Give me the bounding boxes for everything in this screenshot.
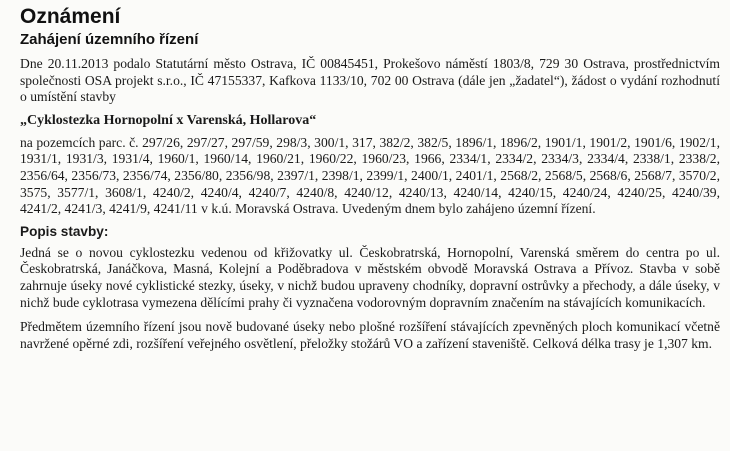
project-name: „Cyklostezka Hornopolní x Varenská, Hollarova“	[20, 112, 317, 128]
description-paragraph-2: Předmětem územního řízení jsou nově budované úseky nebo plošné rozšíření stávajících zpevněných ploch komunikací včetně navržené opěrné zdi, rozšíření veřejného osvětlení, přeložky stožárů VO a zařízení staveniště. Celková délka trasy je 1,307 km.	[20, 319, 720, 351]
intro-paragraph: Dne 20.11.2013 podalo Statutární město Ostrava, IČ 00845451, Prokešovo náměstí 1803/8, 729 30 Ostrava, prostřednictvím společnosti OSA projekt s.r.o., IČ 47155337, Kafkova 1133/10, 702 00 Ostrava (dále jen „žadatel“), žádost o vydání rozhodnutí o umístění stavby	[20, 56, 720, 105]
parcels-paragraph: na pozemcích parc. č. 297/26, 297/27, 297/59, 298/3, 300/1, 317, 382/2, 382/5, 1896/1, 1896/2, 1901/1, 1901/2, 1901/6, 1902/1, 1931/1, 1931/3, 1931/4, 1960/1, 1960/14, 1960/21, 1960/22, 1960/23, 1966, 2334/1, 2334/2, 2334/3, 2334/4, 2338/1, 2338/2, 2356/64, 2356/73, 2356/74, 2356/80, 2356/98, 2397/1, 2398/1, 2399/1, 2400/1, 2401/1, 2568/2, 2568/5, 2568/6, 2568/7, 3570/2, 3575, 3577/1, 3608/1, 4240/2, 4240/4, 4240/7, 4240/8, 4240/12, 4240/13, 4240/14, 4240/15, 4240/24, 4240/25, 4240/39, 4241/2, 4241/3, 4241/9, 4241/11 v k.ú. Moravská Ostrava. Uvedeným dnem bylo zahájeno územní řízení.	[20, 134, 720, 217]
notice-subtitle: Zahájení územního řízení	[20, 31, 199, 48]
notice-title: Oznámení	[20, 5, 121, 28]
notice-document	[20, 4, 720, 352]
paragraph-gap	[20, 311, 720, 319]
section-heading: Popis stavby:	[20, 223, 109, 239]
description-paragraph-1: Jedná se o novou cyklostezku vedenou od křižovatky ul. Českobratrská, Hornopolní, Varenská směrem do centra po ul. Českobratrská, Janáčkova, Masná, Kolejní a Poděbradova v městském obvodě Moravská Ostrava a Přívoz. Stavba v sobě zahrnuje úseky nové cyklistické stezky, úseky, v nichž budou upraveny chodníky, dopravní ostrůvky a přechody, a dále úseky, v nichž bude cyklotrasa vymezena dělícími prahy či vyznačena vodorovným dopravním značením na stávajících komunikacích.	[20, 244, 720, 310]
